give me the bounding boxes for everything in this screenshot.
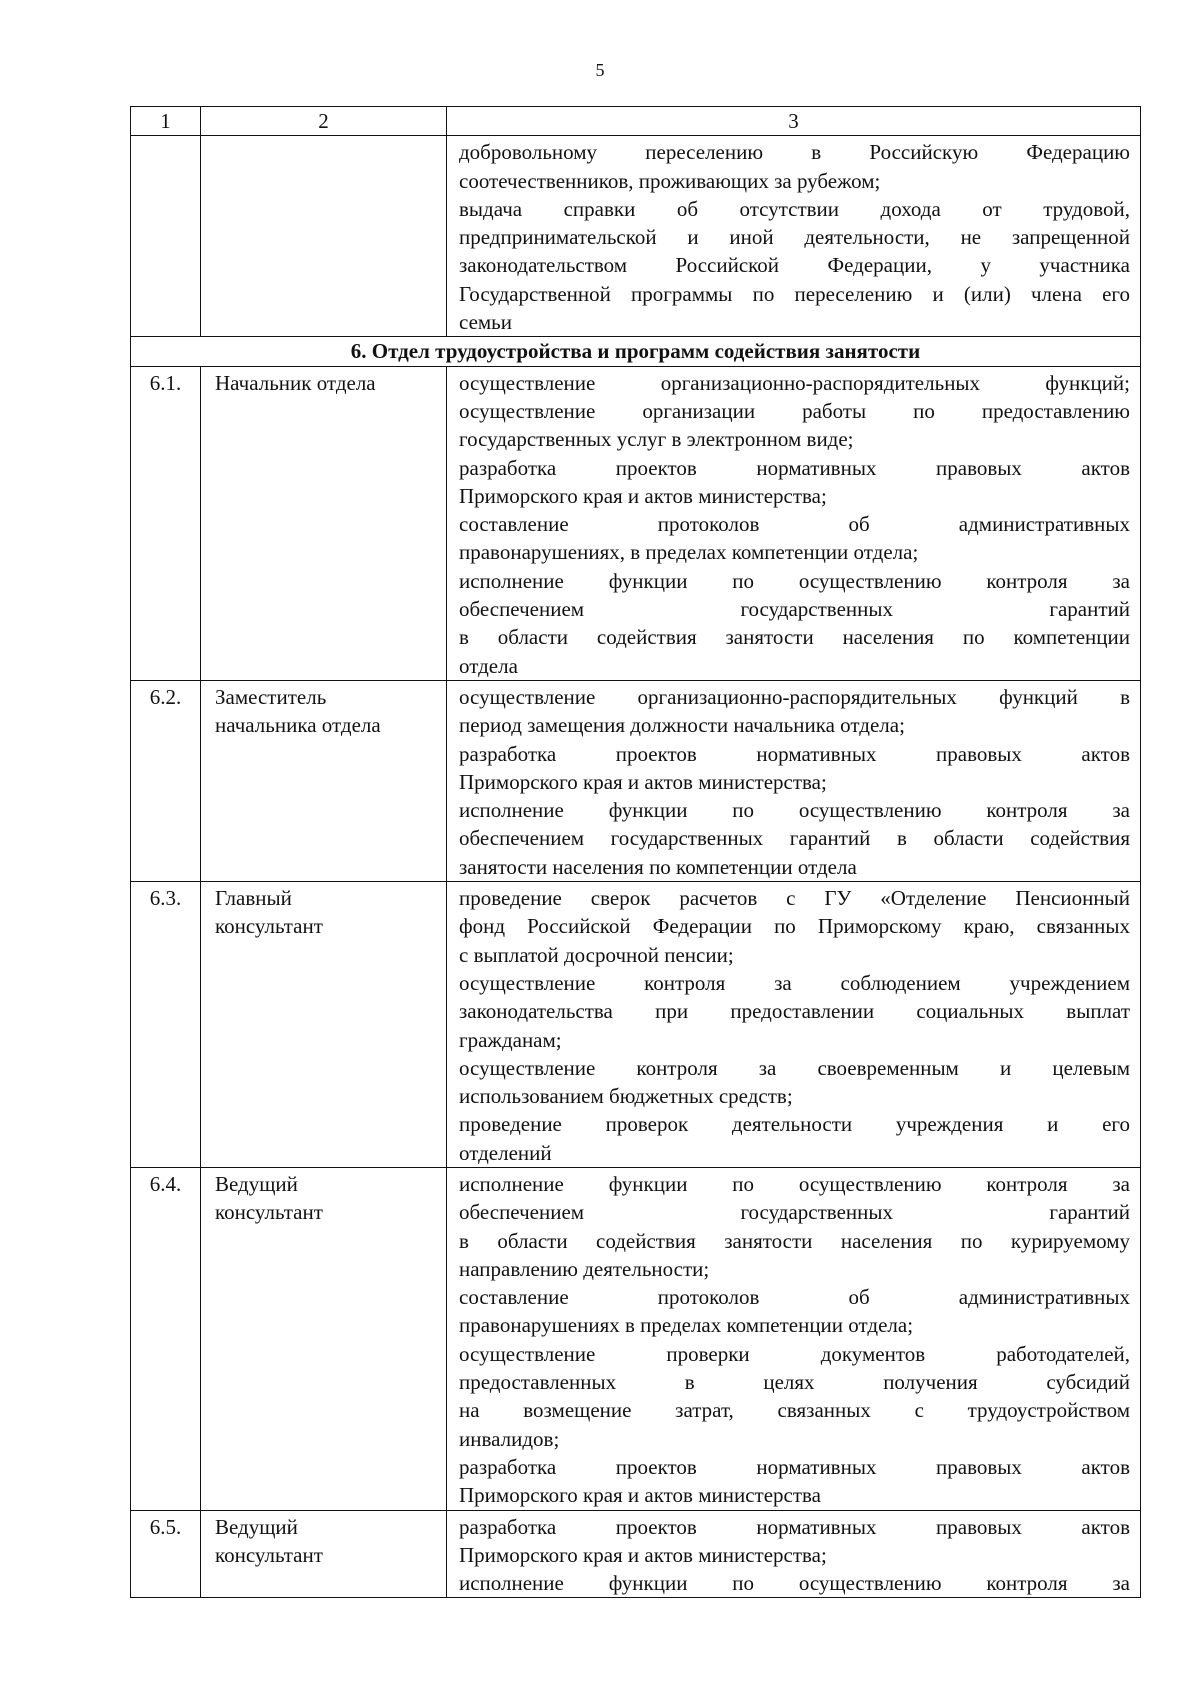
duty-line: разработка проектов нормативных правовых актов	[459, 741, 1130, 766]
duties-cell	[447, 882, 1141, 1168]
position-cell	[201, 882, 447, 1168]
duty-line: занятости населения по компетенции отдела	[459, 854, 857, 879]
column-header-3: 3	[447, 107, 1141, 136]
duty-line: на возмещение затрат, связанных с трудоустройством	[459, 1398, 1130, 1423]
table-row	[131, 366, 1141, 680]
position-line: консультант	[215, 1200, 323, 1225]
continuation-duties-cell	[447, 136, 1141, 337]
duty-line: осуществление организационно-распорядительных функций в	[459, 684, 1130, 709]
row-number: 6.4.	[131, 1167, 201, 1510]
section-title: 6. Отдел трудоустройства и программ содействия занятости	[131, 337, 1141, 366]
position-cell	[201, 1167, 447, 1510]
duty-line: проведение проверок деятельности учреждения и его	[459, 1112, 1130, 1137]
duties-cell	[447, 1510, 1141, 1598]
duty-line: законодательством Российской Федерации, у участника	[459, 253, 1130, 278]
page-number: 5	[595, 60, 605, 80]
duty-line: Приморского края и актов министерства;	[459, 483, 827, 508]
duty-line: составление протоколов об административных	[459, 512, 1130, 537]
column-header-1: 1	[131, 107, 201, 136]
position-line: консультант	[215, 1542, 323, 1567]
duty-line: в области содействия занятости населения по компетенции	[459, 625, 1130, 650]
position-line: Ведущий	[215, 1514, 298, 1539]
position-line: консультант	[215, 914, 323, 939]
duty-line: правонарушениях в пределах компетенции отдела;	[459, 1313, 914, 1338]
row-number: 6.1.	[131, 366, 201, 680]
duty-line: семьи	[459, 310, 513, 335]
duties-cell	[447, 680, 1141, 881]
duty-line: соотечественников, проживающих за рубежом;	[459, 168, 881, 193]
table-row	[131, 882, 1141, 1168]
duty-line: обеспечением государственных гарантий	[459, 597, 1130, 622]
duty-line: гражданам;	[459, 1027, 562, 1052]
duty-line: Государственной программы по переселению и (или) члена его	[459, 281, 1130, 306]
continuation-row	[131, 136, 1141, 337]
duty-line: осуществление контроля за соблюдением учреждением	[459, 970, 1130, 995]
table-row	[131, 1167, 1141, 1510]
duty-line: обеспечением государственных гарантий в области содействия	[459, 826, 1130, 851]
duty-line: разработка проектов нормативных правовых актов	[459, 1454, 1130, 1479]
duty-line: осуществление проверки документов работодателей,	[459, 1341, 1130, 1366]
duty-line: отделений	[459, 1140, 552, 1165]
duty-line: в области содействия занятости населения по курируемому	[459, 1228, 1130, 1253]
duty-line: с выплатой досрочной пенсии;	[459, 942, 734, 967]
position-line: начальника отдела	[215, 713, 381, 738]
duty-line: Приморского края и актов министерства;	[459, 1542, 827, 1567]
duty-line: добровольному переселению в Российскую Федерацию	[459, 140, 1130, 165]
duties-cell	[447, 366, 1141, 680]
duty-line: исполнение функции по осуществлению контроля за	[459, 1171, 1130, 1196]
row-number: 6.5.	[131, 1510, 201, 1598]
column-header-2: 2	[201, 107, 447, 136]
duty-line: период замещения должности начальника отдела;	[459, 713, 905, 738]
table-header-row	[131, 107, 1141, 136]
duty-line: законодательства при предоставлении социальных выплат	[459, 999, 1130, 1024]
duty-line: проведение сверок расчетов с ГУ «Отделение Пенсионный	[459, 886, 1130, 911]
duty-line: обеспечением государственных гарантий	[459, 1200, 1130, 1225]
position-cell	[201, 1510, 447, 1598]
duty-line: правонарушениях, в пределах компетенции отдела;	[459, 540, 919, 565]
table-row	[131, 1510, 1141, 1598]
duty-line: направлению деятельности;	[459, 1256, 710, 1281]
position-line: Заместитель	[215, 684, 327, 709]
duty-line: осуществление контроля за своевременным и целевым	[459, 1055, 1130, 1080]
duty-line: инвалидов;	[459, 1426, 560, 1451]
position-cell	[201, 680, 447, 881]
duty-line: выдача справки об отсутствии дохода от трудовой,	[459, 196, 1130, 221]
continuation-num-cell	[131, 136, 201, 337]
duty-line: отдела	[459, 653, 518, 678]
position-line: Ведущий	[215, 1171, 298, 1196]
duty-line: разработка проектов нормативных правовых актов	[459, 1514, 1130, 1539]
section-row	[131, 337, 1141, 366]
duty-line: использованием бюджетных средств;	[459, 1084, 793, 1109]
continuation-position-cell	[201, 136, 447, 337]
duty-line: государственных услуг в электронном виде;	[459, 427, 854, 452]
duty-line: исполнение функции по осуществлению контроля за	[459, 798, 1130, 823]
duties-cell	[447, 1167, 1141, 1510]
duty-line: Приморского края и актов министерства;	[459, 769, 827, 794]
position-cell	[201, 366, 447, 680]
duty-line: осуществление организации работы по предоставлению	[459, 398, 1130, 423]
position-line: Главный	[215, 886, 292, 911]
row-number: 6.2.	[131, 680, 201, 881]
duty-line: исполнение функции по осуществлению контроля за	[459, 1571, 1130, 1596]
position-line: Начальник отдела	[215, 370, 376, 395]
duty-line: фонд Российской Федерации по Приморскому краю, связанных	[459, 914, 1130, 939]
table-row	[131, 680, 1141, 881]
duties-table	[130, 106, 1141, 1598]
duty-line: Приморского края и актов министерства	[459, 1483, 822, 1508]
duty-line: осуществление организационно-распорядительных функций;	[459, 370, 1130, 395]
duty-line: исполнение функции по осуществлению контроля за	[459, 568, 1130, 593]
row-number: 6.3.	[131, 882, 201, 1168]
duty-line: разработка проектов нормативных правовых актов	[459, 455, 1130, 480]
duty-line: предоставленных в целях получения субсидий	[459, 1370, 1130, 1395]
duty-line: составление протоколов об административных	[459, 1285, 1130, 1310]
duty-line: предпринимательской и иной деятельности, не запрещенной	[459, 225, 1130, 250]
